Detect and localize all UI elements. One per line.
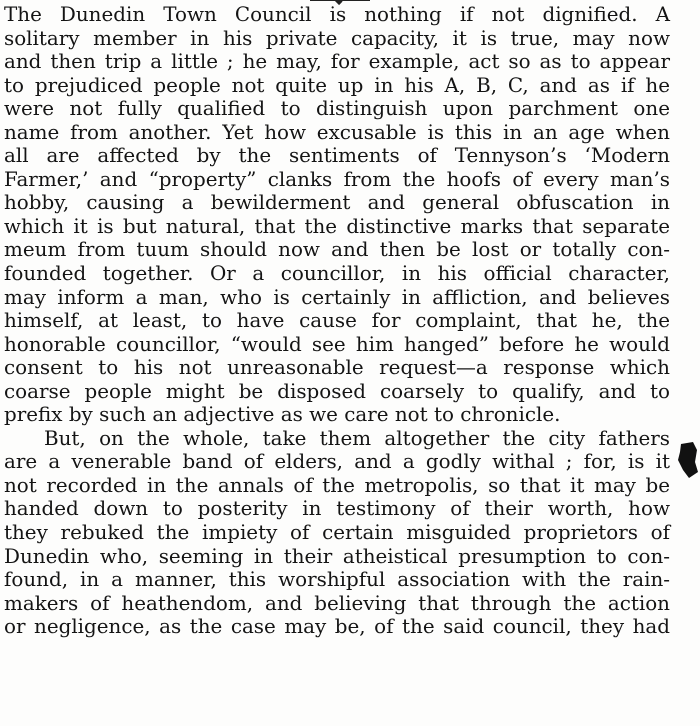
text-line: not recorded in the annals of the metropolis, so that it may be — [4, 473, 670, 497]
text-line: to prejudiced people not quite up in his A, B, C, and as if he — [4, 73, 670, 97]
text-line: makers of heathendom, and believing that through the action — [4, 591, 670, 615]
paragraph-1 — [4, 3, 670, 427]
text-line: meum from tuum should now and then be lost or totally con- — [4, 238, 670, 262]
text-line: But, on the whole, take them altogether the city fathers — [44, 426, 670, 450]
text-line: Farmer,’ and “property” clanks from the hoofs of every man’s — [4, 167, 670, 191]
text-line: solitary member in his private capacity, it is true, may now — [4, 26, 670, 50]
text-line: found, in a manner, this worshipful association with the rain- — [4, 568, 670, 592]
text-line: handed down to posterity in testimony of their worth, how — [4, 497, 670, 521]
text-line: prefix by such an adjective as we care not to chronicle. — [4, 403, 561, 427]
text-line: himself, at least, to have cause for complaint, that he, the — [4, 309, 670, 333]
text-line: Dunedin who, seeming in their atheistical presumption to con- — [4, 544, 670, 568]
text-line: honorable councillor, “would see him hanged” before he would — [4, 332, 670, 356]
text-line: or negligence, as the case may be, of the said council, they had — [4, 615, 670, 639]
paragraph-2 — [4, 427, 670, 639]
text-line: which it is but natural, that the distinctive marks that separate — [4, 214, 670, 238]
text-line: founded together. Or a councillor, in his official character, — [4, 262, 670, 286]
text-line: were not fully qualified to distinguish upon parchment one — [4, 97, 670, 121]
text-line: The Dunedin Town Council is nothing if not dignified. A — [4, 3, 670, 26]
text-line: hobby, causing a bewilderment and general obfuscation in — [4, 191, 670, 215]
text-line: name from another. Yet how excusable is this in an age when — [4, 120, 670, 144]
text-line: may inform a man, who is certainly in affliction, and believes — [4, 285, 670, 309]
text-line: they rebuked the impiety of certain misguided proprietors of — [4, 521, 670, 545]
text-line: and then trip a little ; he may, for example, act so as to appear — [4, 50, 670, 74]
text-line: consent to his not unreasonable request—a response which — [4, 356, 670, 380]
text-line: coarse people might be disposed coarsely to qualify, and to — [4, 379, 670, 403]
text-line: are a venerable band of elders, and a godly withal ; for, is it — [4, 450, 670, 474]
ink-blot-mark — [675, 440, 699, 480]
text-line: all are affected by the sentiments of Tennyson’s ‘Modern — [4, 144, 670, 168]
article-body — [4, 3, 670, 639]
